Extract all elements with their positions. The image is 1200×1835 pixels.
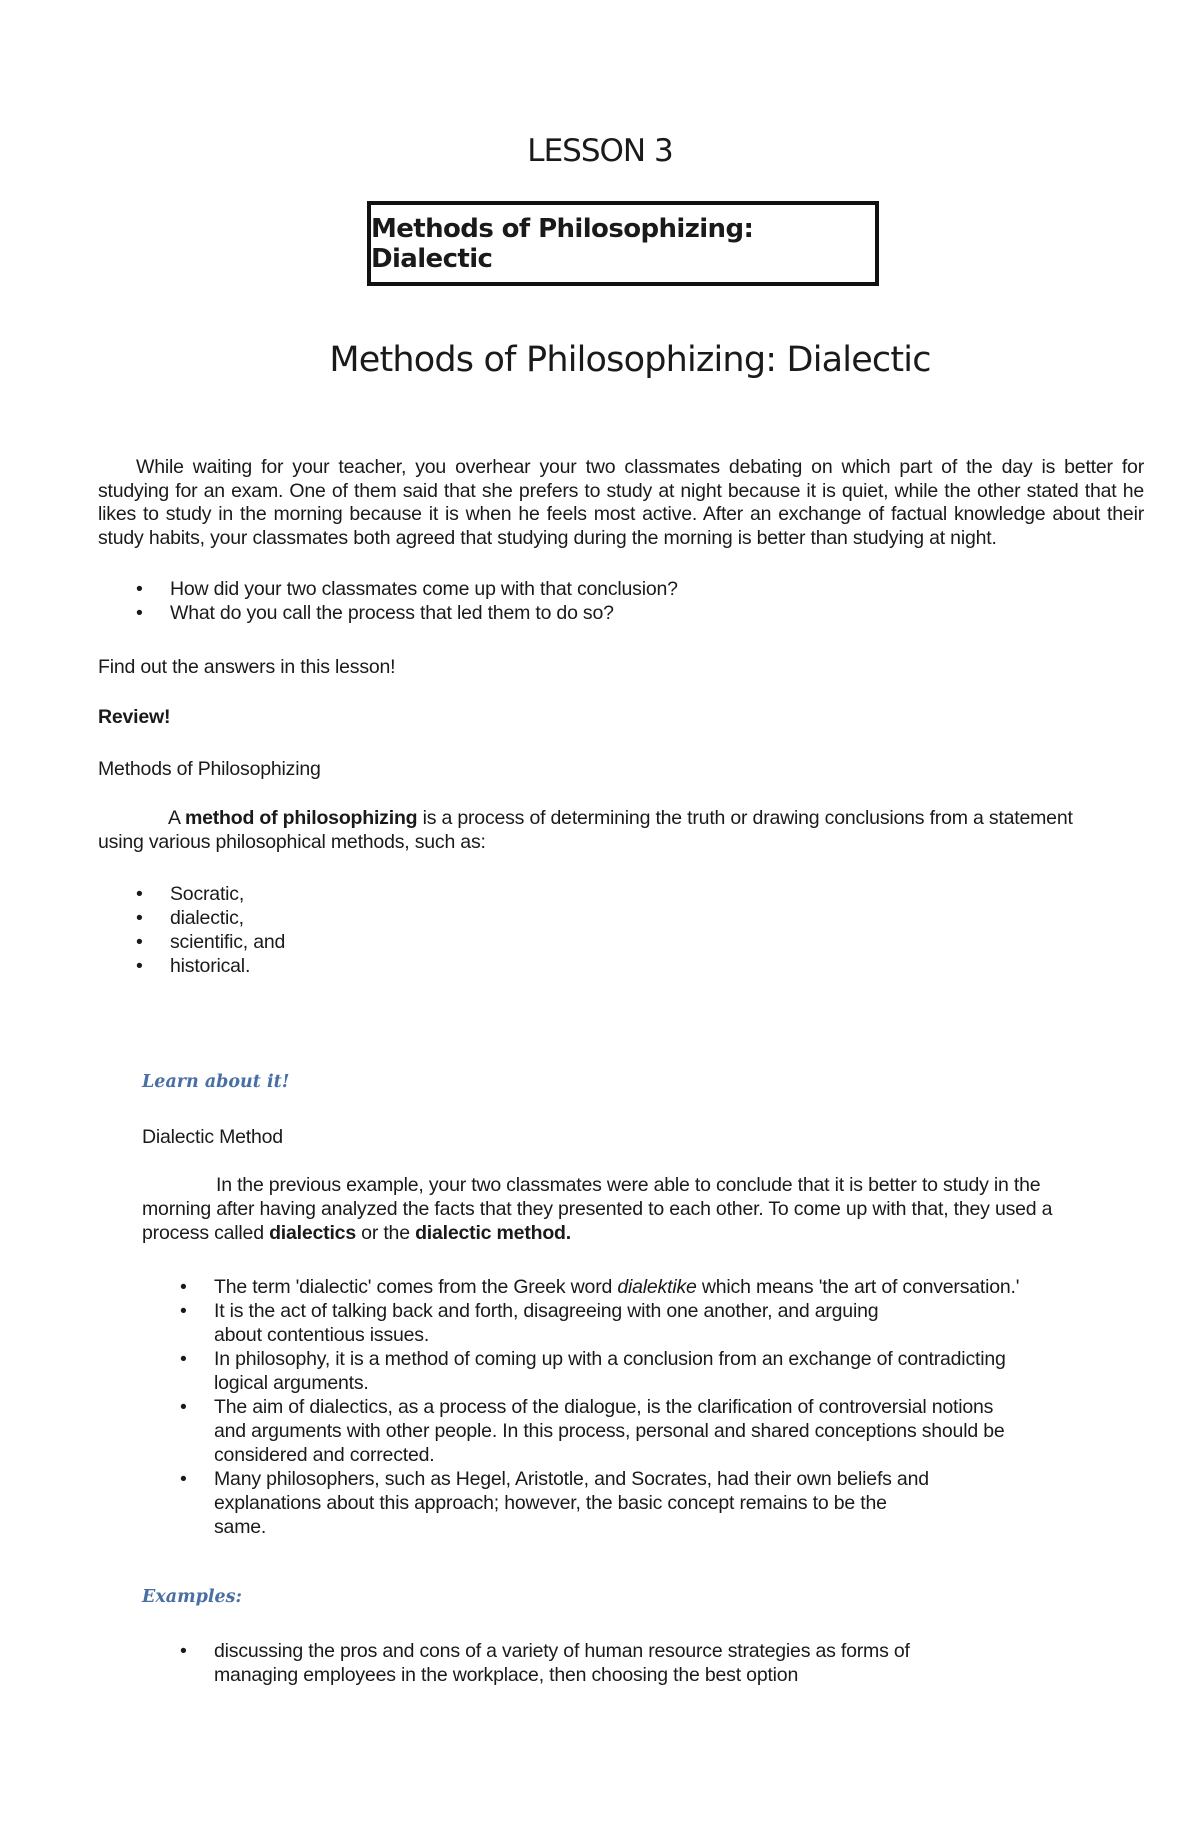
definition-term: method of philosophizing (184, 807, 418, 829)
method-name: historical. (170, 955, 251, 977)
dialectic-text-start: In the previous example, your two classmates were able to conclude that it is better to study in the morning after having analyzed the facts that they presented to each other. To come up with that, they used a process called (142, 1174, 1053, 1244)
point-text-start: The term 'dialectic' comes from the Greek word (214, 1276, 618, 1298)
greek-word: dialektike (617, 1276, 697, 1298)
point-line: and arguments with other people. In this process, personal and shared conceptions should be (214, 1420, 1005, 1442)
point-line: The aim of dialectics, as a process of the dialogue, is the clarification of controversial notions (214, 1396, 994, 1418)
bullet-icon: • (136, 931, 143, 953)
method-definition-paragraph (98, 806, 1108, 854)
point-text-end: which means 'the art of conversation.' (696, 1276, 1020, 1298)
bullet-icon: • (136, 578, 143, 600)
definition-text-start: A (168, 807, 185, 829)
question-text: What do you call the process that led them to do so? (170, 602, 614, 624)
point-line: explanations about this approach; however, the basic concept remains to be the (214, 1492, 887, 1514)
point-line: Many philosophers, such as Hegel, Aristotle, and Socrates, had their own beliefs and (214, 1468, 929, 1490)
point-line: considered and corrected. (214, 1444, 435, 1466)
dialectic-intro-paragraph (142, 1173, 1112, 1245)
point-line: same. (214, 1516, 267, 1538)
boxed-title-text: Methods of Philosophizing: Dialectic (371, 213, 754, 274)
question-text: How did your two classmates come up with that conclusion? (170, 578, 678, 600)
intro-paragraph: While waiting for your teacher, you overhear your two classmates debating on which part of the day is better for studying for an exam. One of them said that she prefers to study at night because it is quiet, while the other stated that he likes to study in the morning because it is when he feels most active. After an exchange of factual knowledge about their study habits, your classmates both agreed that studying during the morning is better than studying at night. (98, 456, 1144, 549)
bullet-icon: • (180, 1276, 187, 1298)
method-name: Socratic, (170, 883, 245, 905)
example-line: discussing the pros and cons of a variety of human resource strategies as forms of (214, 1640, 910, 1662)
method-name: scientific, and (170, 931, 286, 953)
lesson-label: LESSON 3 (527, 133, 673, 169)
point-line: about contentious issues. (214, 1324, 430, 1346)
review-subheading: Methods of Philosophizing (98, 758, 321, 780)
bullet-icon: • (136, 955, 143, 977)
bullet-icon: • (136, 907, 143, 929)
bullet-icon: • (180, 1348, 187, 1370)
bullet-icon: • (136, 602, 143, 624)
point-line: In philosophy, it is a method of coming up with a conclusion from an exchange of contradicting (214, 1348, 1006, 1370)
dialectic-text-mid: or the (355, 1222, 416, 1244)
definition-text-end: is a process of determining the truth or drawing conclusions from a statement using various philosophical methods, such as: (98, 807, 1073, 853)
find-out-text: Find out the answers in this lesson! (98, 656, 396, 678)
point-line: logical arguments. (214, 1372, 369, 1394)
main-heading: Methods of Philosophizing: Dialectic (329, 340, 931, 380)
dialectics-term: dialectics (269, 1222, 356, 1244)
point-line: It is the act of talking back and forth, disagreeing with one another, and arguing (214, 1300, 879, 1322)
boxed-title (367, 201, 879, 286)
point-text (214, 1275, 1019, 1299)
bullet-icon: • (180, 1300, 187, 1322)
learn-subheading: Dialectic Method (142, 1126, 283, 1148)
dialectic-method-term: dialectic method. (415, 1222, 571, 1244)
review-heading: Review! (98, 706, 171, 728)
bullet-icon: • (180, 1468, 187, 1490)
bullet-icon: • (180, 1396, 187, 1418)
example-line: managing employees in the workplace, then choosing the best option (214, 1664, 799, 1686)
bullet-icon: • (180, 1640, 187, 1662)
examples-heading: Examples: (142, 1587, 242, 1607)
learn-heading: Learn about it! (142, 1072, 290, 1092)
method-name: dialectic, (170, 907, 244, 929)
bullet-icon: • (136, 883, 143, 905)
